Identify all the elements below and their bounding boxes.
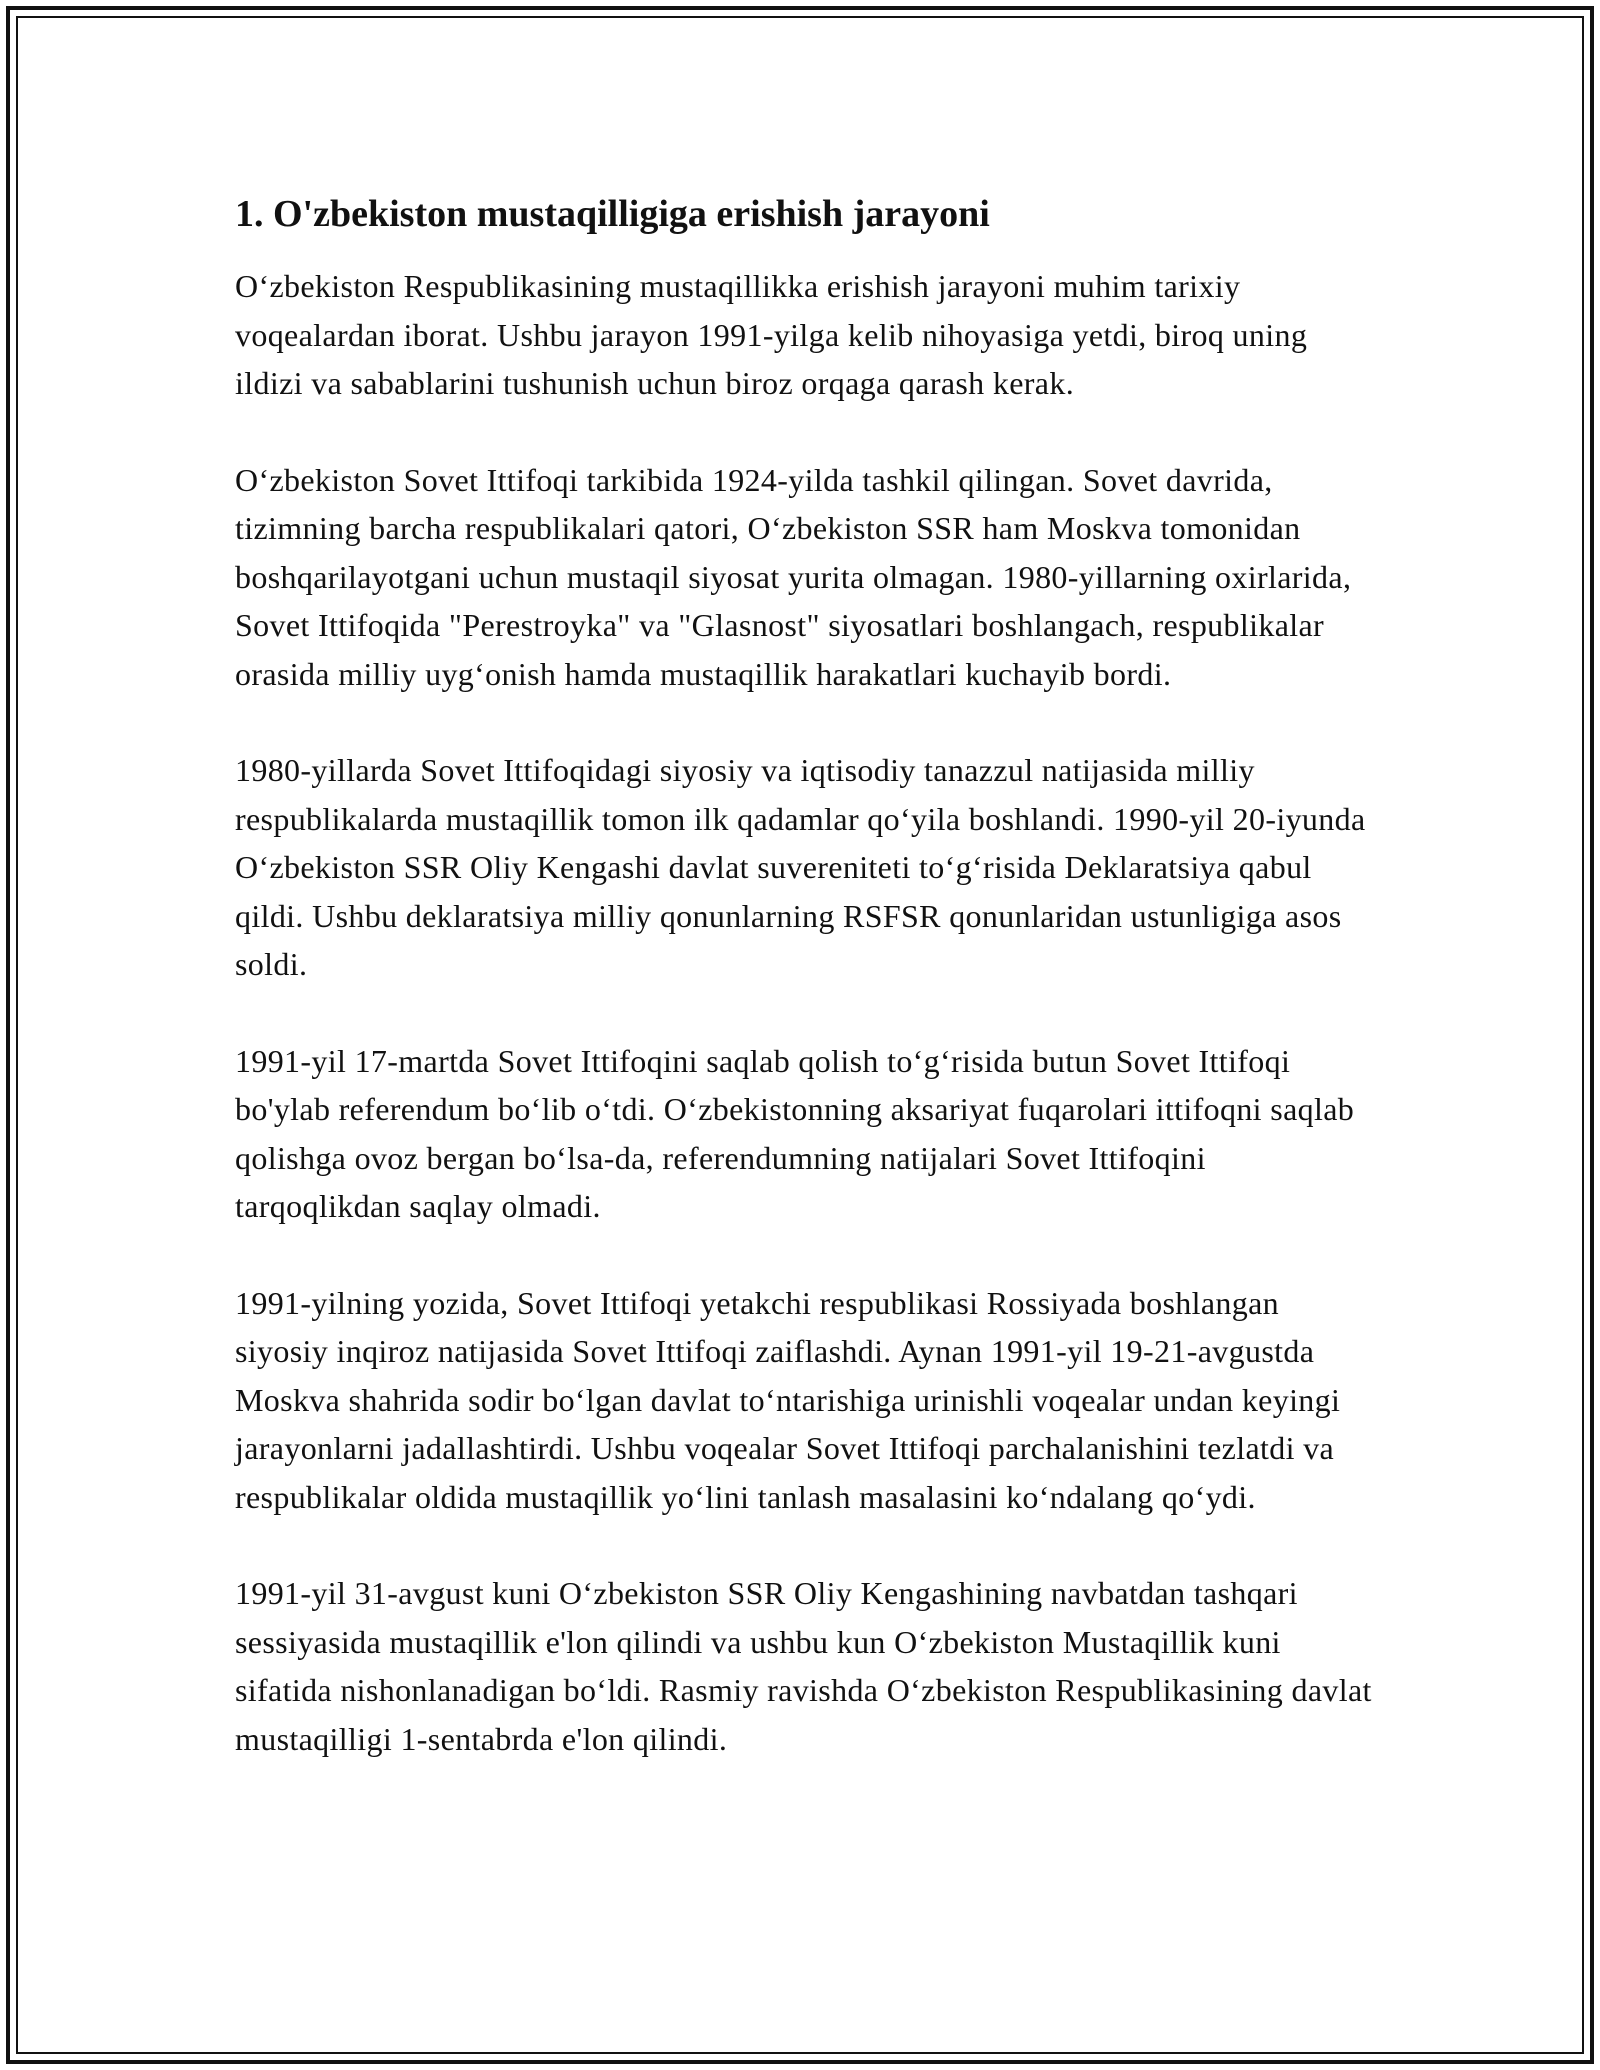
- paragraph-soviet-era: O‘zbekiston Sovet Ittifoqi tarkibida 1924-yilda tashkil qilingan. Sovet davrida, tizimning barcha respublikalari qatori, O‘zbekiston SSR ham Moskva tomonidan boshqarilayotgani uchun mustaqil siyosat yurita olmagan. 1980-yillarning oxirlarida, Sovet Ittifoqida "Perestroyka" va "Glasnost" siyosatlari boshlangach, respublikalar orasida milliy uyg‘onish hamda mustaqillik harakatlari kuchayib bordi.: [235, 461, 1352, 692]
- paragraph-intro: O‘zbekiston Respublikasining mustaqillikka erishish jarayoni muhim tarixiy voqealardan iborat. Ushbu jarayon 1991-yilga kelib nihoyasiga yetdi, biroq uning ildizi va sabablarini tushunish uchun biroz orqaga qarash kerak.: [235, 268, 1308, 401]
- paragraph-independence-declared: 1991-yil 31-avgust kuni O‘zbekiston SSR Oliy Kengashining navbatdan tashqari sessiyasida mustaqillik e'lon qilindi va ushbu kun O‘zbekiston Mustaqillik kuni sifatida nishonlanadigan bo‘ldi. Rasmiy ravishda O‘zbekiston Respublikasining davlat mustaqilligi 1-sentabrda e'lon qilindi.: [235, 1575, 1372, 1757]
- paragraph-august-coup: 1991-yilning yozida, Sovet Ittifoqi yetakchi respublikasi Rossiyada boshlangan siyosiy inqiroz natijasida Sovet Ittifoqi zaiflashdi. Aynan 1991-yil 19-21-avgustda Moskva shahrida sodir bo‘lgan davlat to‘ntarishiga urinishli voqealar undan keyingi jarayonlarni jadallashtirdi. Ushbu voqealar Sovet Ittifoqi parchalanishini tezlatdi va respublikalar oldida mustaqillik yo‘lini tanlash masalasini ko‘ndalang qo‘ydi.: [235, 1284, 1341, 1515]
- paragraph-referendum: 1991-yil 17-martda Sovet Ittifoqini saqlab qolish to‘g‘risida butun Sovet Ittifoqi bo'ylab referendum bo‘lib o‘tdi. O‘zbekistonning aksariyat fuqarolari ittifoqni saqlab qolishga ovoz bergan bo‘lsa-da, referendumning natijalari Sovet Ittifoqini tarqoqlikdan saqlay olmadi.: [235, 1042, 1355, 1224]
- document-body: [235, 188, 1375, 1811]
- section-title: 1. O'zbekiston mustaqilligiga erishish jarayoni: [235, 193, 990, 235]
- paragraph-sovereignty-declaration: 1980-yillarda Sovet Ittifoqidagi siyosiy va iqtisodiy tanazzul natijasida milliy respublikalarda mustaqillik tomon ilk qadamlar qo‘yila boshlandi. 1990-yil 20-iyunda O‘zbekiston SSR Oliy Kengashi davlat suvereniteti to‘g‘risida Deklaratsiya qabul qildi. Ushbu deklaratsiya milliy qonunlarning RSFSR qonunlaridan ustunligiga asos soldi.: [235, 752, 1366, 982]
